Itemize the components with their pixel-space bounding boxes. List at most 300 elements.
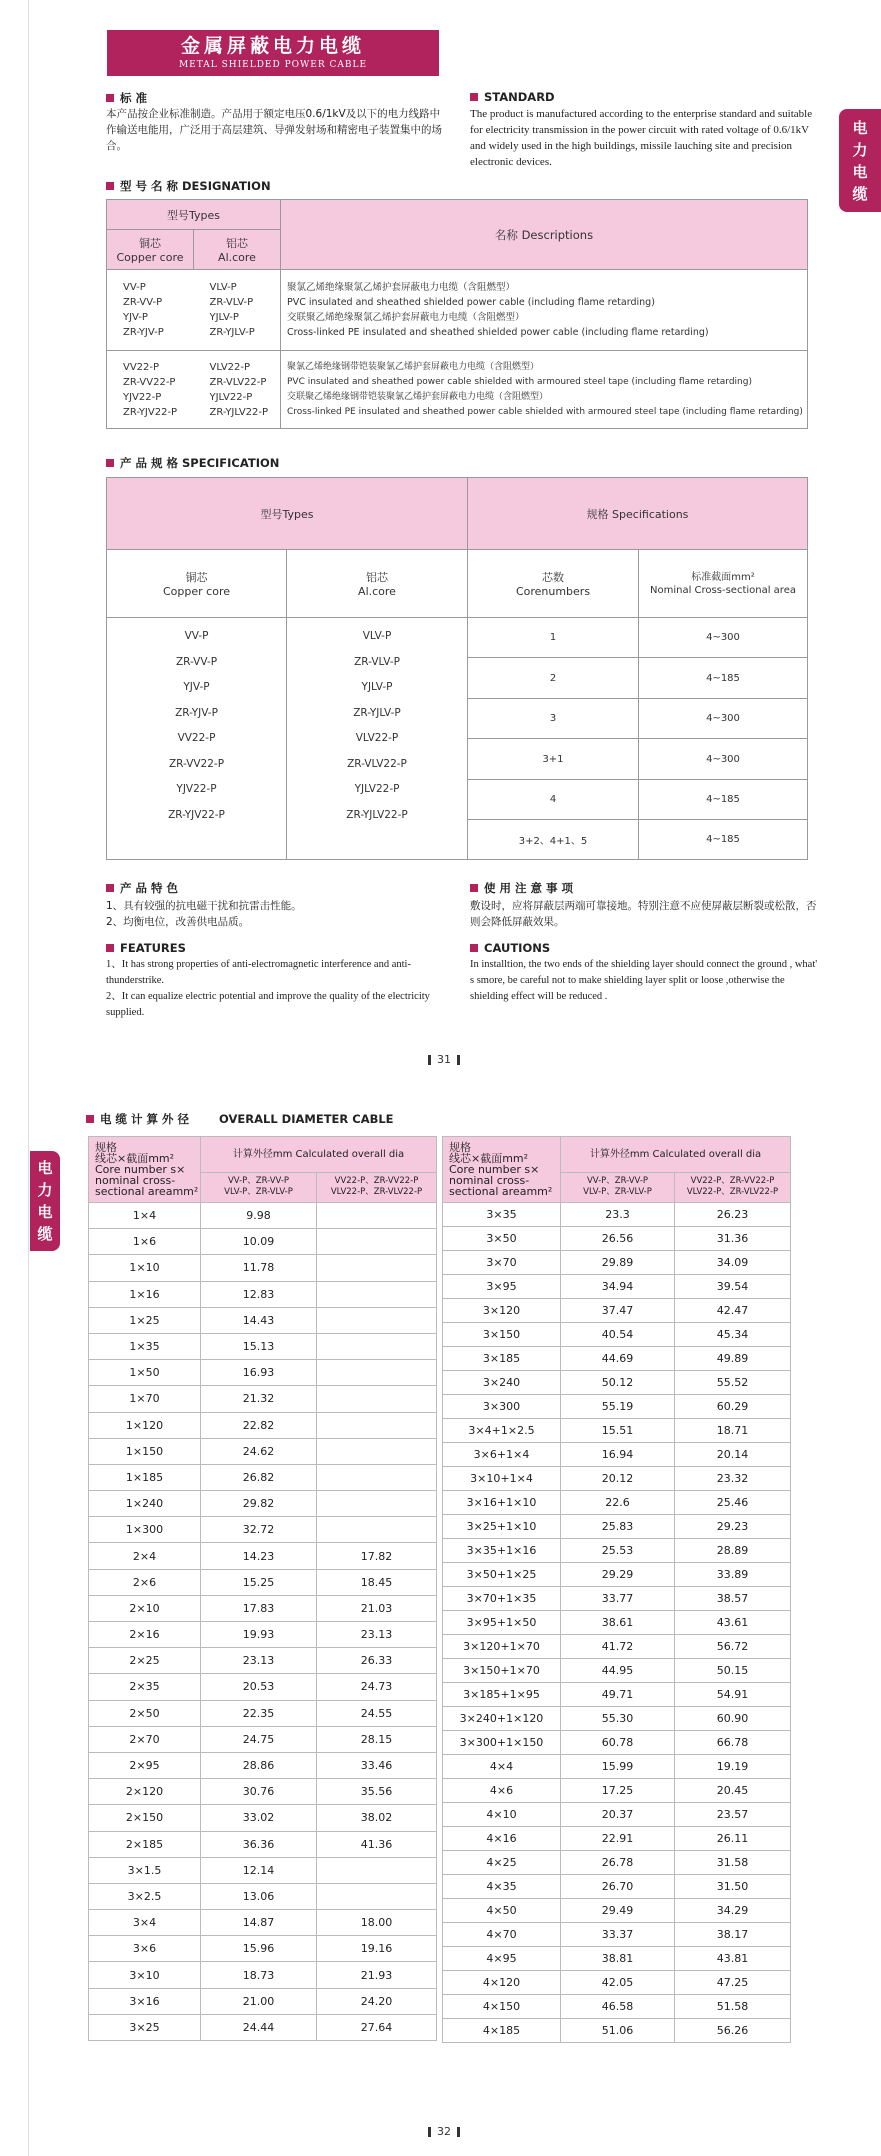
diameter-cell xyxy=(317,1333,437,1359)
cable-spec-cell: 3×16+1×10 xyxy=(443,1491,561,1515)
diameter-cell: 33.77 xyxy=(561,1587,675,1611)
diameter-cell: 19.93 xyxy=(201,1622,317,1648)
diameter-cell: 15.51 xyxy=(561,1419,675,1443)
cable-spec-cell: 1×240 xyxy=(89,1491,201,1517)
bullet-square-icon xyxy=(470,884,478,892)
diameter-cell: 55.52 xyxy=(675,1371,791,1395)
cautions-heading: CAUTIONS xyxy=(470,941,550,955)
diameter-cell xyxy=(317,1229,437,1255)
bullet-square-icon xyxy=(106,459,114,467)
diameter-cell: 21.93 xyxy=(317,1962,437,1988)
table-row xyxy=(443,1779,791,1803)
table-row xyxy=(89,1857,437,1883)
table-row xyxy=(89,1595,437,1621)
table-row xyxy=(89,1883,437,1909)
table-row xyxy=(89,1910,437,1936)
diameter-cell: 33.46 xyxy=(317,1752,437,1778)
diameter-cell: 51.06 xyxy=(561,2019,675,2043)
diameter-cell: 45.34 xyxy=(675,1323,791,1347)
diameter-cell: 21.03 xyxy=(317,1595,437,1621)
diameter-cell xyxy=(317,1255,437,1281)
diameter-cell: 13.06 xyxy=(201,1883,317,1909)
specification-table: 型号Types 规格 Specifications 铜芯 Copper core 铝芯 Al.core 芯数 Corenumbers 标准截面mm² Nominal Cross-sectional area VV-P ZR-VV-P YJV-P ZR-YJV-P VV22-P ZR-VV22-P YJV22-P ZR-YJV22-P VLV-P ZR-VLV-P YJLV-P ZR-YJLV-P VLV22-P ZR-VLV22-P YJLV22-P ZR-YJLV22-P 1 4~300 2 4~185 3 4~300 3+1 4~300 4 4~185 3+2、4+1、5 4~185 xyxy=(106,477,808,860)
diameter-cell xyxy=(317,1517,437,1543)
table-row xyxy=(443,2019,791,2043)
cable-spec-cell: 1×185 xyxy=(89,1464,201,1490)
diameter-cell: 26.56 xyxy=(561,1227,675,1251)
cable-spec-cell: 1×300 xyxy=(89,1517,201,1543)
table-row xyxy=(443,1803,791,1827)
cable-spec-cell: 1×16 xyxy=(89,1281,201,1307)
standard-en-text: The product is manufactured according to the enterprise standard and suitable for electricity transmission in the power circuit with rated voltage of 0.6/1kV and widely used in the high buildings, missile lauching site and precision electronic devices. xyxy=(470,108,813,168)
table-row xyxy=(443,1611,791,1635)
table-row xyxy=(443,1491,791,1515)
diameter-cell xyxy=(317,1203,437,1229)
diameter-cell: 26.70 xyxy=(561,1875,675,1899)
diameter-cell: 26.11 xyxy=(675,1827,791,1851)
diameter-cell: 37.47 xyxy=(561,1299,675,1323)
table-row xyxy=(443,1707,791,1731)
table-row xyxy=(443,1995,791,2019)
diameter-heading: 电 缆 计 算 外 径 OVERALL DIAMETER CABLE xyxy=(86,1111,394,1127)
cable-spec-cell: 2×25 xyxy=(89,1648,201,1674)
spec-al-list: VLV-P ZR-VLV-P YJLV-P ZR-YJLV-P VLV22-P ZR-VLV22-P YJLV22-P ZR-YJLV22-P xyxy=(287,618,468,860)
cable-spec-cell: 1×10 xyxy=(89,1255,201,1281)
table-row xyxy=(443,1659,791,1683)
cable-spec-cell: 3×6+1×4 xyxy=(443,1443,561,1467)
spec-copper-list: VV-P ZR-VV-P YJV-P ZR-YJV-P VV22-P ZR-VV22-P YJV22-P ZR-YJV22-P xyxy=(107,618,287,860)
notes-cn-heading: 使 用 注 意 事 项 xyxy=(470,880,573,896)
diameter-cell xyxy=(317,1857,437,1883)
table-row xyxy=(89,1255,437,1281)
cable-spec-cell: 3×4+1×2.5 xyxy=(443,1419,561,1443)
diameter-cell: 39.54 xyxy=(675,1275,791,1299)
cable-spec-cell: 3×120+1×70 xyxy=(443,1635,561,1659)
bullet-square-icon xyxy=(86,1115,94,1123)
diameter-cell: 22.91 xyxy=(561,1827,675,1851)
cable-spec-cell: 3×150+1×70 xyxy=(443,1659,561,1683)
diameter-cell: 29.23 xyxy=(675,1515,791,1539)
diameter-cell: 60.29 xyxy=(675,1395,791,1419)
table-row xyxy=(89,1726,437,1752)
table-row xyxy=(443,1203,791,1227)
table-row xyxy=(89,1674,437,1700)
table-row xyxy=(89,1569,437,1595)
diameter-cell: 16.93 xyxy=(201,1360,317,1386)
table-row xyxy=(443,1251,791,1275)
table-row xyxy=(443,1227,791,1251)
cable-spec-cell: 3×35 xyxy=(443,1203,561,1227)
diameter-cell: 49.89 xyxy=(675,1347,791,1371)
cable-spec-cell: 4×25 xyxy=(443,1851,561,1875)
diameter-cell: 24.75 xyxy=(201,1726,317,1752)
table-row xyxy=(443,1875,791,1899)
diameter-cell: 36.36 xyxy=(201,1831,317,1857)
diameter-cell: 21.32 xyxy=(201,1386,317,1412)
diameter-cell: 9.98 xyxy=(201,1203,317,1229)
cable-spec-cell: 1×4 xyxy=(89,1203,201,1229)
cable-spec-cell: 2×50 xyxy=(89,1700,201,1726)
diameter-cell: 26.33 xyxy=(317,1648,437,1674)
table-row xyxy=(89,1307,437,1333)
cable-spec-cell: 3×2.5 xyxy=(89,1883,201,1909)
diameter-cell xyxy=(317,1412,437,1438)
diameter-cell: 28.89 xyxy=(675,1539,791,1563)
table-row xyxy=(89,1281,437,1307)
diameter-cell: 44.95 xyxy=(561,1659,675,1683)
diameter-cell: 22.6 xyxy=(561,1491,675,1515)
table-row xyxy=(89,1700,437,1726)
cable-spec-cell: 3×70+1×35 xyxy=(443,1587,561,1611)
diameter-cell: 19.19 xyxy=(675,1755,791,1779)
standard-en-heading: STANDARD xyxy=(470,90,555,104)
table-row xyxy=(443,1971,791,1995)
diameter-cell: 23.13 xyxy=(317,1622,437,1648)
cable-spec-cell: 4×95 xyxy=(443,1947,561,1971)
table-row xyxy=(89,2014,437,2040)
bullet-square-icon xyxy=(106,182,114,190)
diameter-cell: 33.89 xyxy=(675,1563,791,1587)
diameter-cell: 60.90 xyxy=(675,1707,791,1731)
diameter-cell: 20.37 xyxy=(561,1803,675,1827)
table-row xyxy=(89,1517,437,1543)
diameter-cell: 23.57 xyxy=(675,1803,791,1827)
diameter-cell: 29.29 xyxy=(561,1563,675,1587)
table-row xyxy=(89,1988,437,2014)
diameter-cell: 18.00 xyxy=(317,1910,437,1936)
table-row xyxy=(443,1347,791,1371)
cable-spec-cell: 3×10 xyxy=(89,1962,201,1988)
table-row xyxy=(89,1936,437,1962)
cable-spec-cell: 1×70 xyxy=(89,1386,201,1412)
table-row xyxy=(89,1333,437,1359)
diameter-cell: 15.13 xyxy=(201,1333,317,1359)
table-row xyxy=(443,1467,791,1491)
diameter-cell: 31.58 xyxy=(675,1851,791,1875)
notes-cn-text: 敷设时，应将屏蔽层两端可靠接地。特别注意不应使屏蔽层断裂或松散，否则会降低屏蔽效果。 xyxy=(470,900,817,928)
side-tab: 电力电缆 xyxy=(839,109,881,212)
designation-table: 型号Types 名称 Descriptions 铜芯 Copper core 铝芯 Al.core VV-P ZR-VV-P YJV-P ZR-YJV-P VLV-P ZR-VLV-P YJLV-P ZR-YJLV-P 聚氯乙烯绝缘聚氯乙烯护套屏蔽电力电缆（含阻燃型） PVC insulated and sheathed shielded power cable (including flame retarding) 交联聚乙烯绝缘聚氯乙烯护套屏蔽电力电缆（含阻燃型） Cross-linked PE insulated and sheathed shielded power cable (including flame retarding) VV22-P ZR-VV22-P YJV22-P ZR-YJV22-P VLV22-P ZR-VLV22-P YJLV22-P ZR-YJLV22-P 聚氯乙烯绝缘钢带铠装聚氯乙烯护套屏蔽电力电缆（含阻燃型） PVC insulated and sheathed power cable shielded with armoured steel tape (including flame retarding) 交联聚乙烯绝缘钢带铠装聚氯乙烯护套屏蔽电力电缆（含阻燃型） Cross-linked PE insulated and sheathed power cable shielded with armoured steel tape (including flame retarding) xyxy=(106,199,808,429)
table-row xyxy=(443,1635,791,1659)
table-row xyxy=(443,1731,791,1755)
cable-spec-cell: 3×4 xyxy=(89,1910,201,1936)
diameter-cell: 31.36 xyxy=(675,1227,791,1251)
diameter-cell: 31.50 xyxy=(675,1875,791,1899)
cable-spec-cell: 4×4 xyxy=(443,1755,561,1779)
cable-spec-cell: 1×150 xyxy=(89,1438,201,1464)
diameter-table-right: 规格 线芯×截面mm² Core number s× nominal cross- sectional areamm² 计算外径mm Calculated overall dia VV-P、ZR-VV-P VLV-P、ZR-VLV-P VV22-P、ZR-VV22-P VLV22-P、ZR-VLV22-P 3×35 23.3 26.23 3×50 26.56 31.36 3×70 29.89 34.09 3×95 34.94 39.54 3×120 37.47 42.47 3×150 40.54 45.34 3×185 44.69 49.89 3×240 50.12 55.52 3×300 55.19 60.29 3×4+1×2.5 15.51 18.71 3×6+1×4 16.94 20.14 3×10+1×4 20.12 23.32 3×16+1×10 22.6 25.46 3×25+1×10 25.83 29.23 3×35+1×16 25.53 28.89 3×50+1×25 29.29 33.89 3×70+1×35 33.77 38.57 3×95+1×50 38.61 43.61 3×120+1×70 41.72 56.72 3×150+1×70 44.95 50.15 3×185+1×95 49.71 54.91 3×240+1×120 55.30 60.90 3×300+1×150 60.78 66.78 4×4 15.99 19.19 4×6 17.25 20.45 4×10 20.37 23.57 4×16 22.91 26.11 4×25 26.78 31.58 4×35 26.70 31.50 4×50 29.49 34.29 4×70 33.37 38.17 4×95 38.81 43.81 4×120 42.05 47.25 4×150 46.58 51.58 4×185 51.06 56.26 xyxy=(442,1136,791,2043)
table-row xyxy=(89,1543,437,1569)
cable-spec-cell: 4×70 xyxy=(443,1923,561,1947)
cable-spec-cell: 3×185 xyxy=(443,1347,561,1371)
table-row xyxy=(443,1419,791,1443)
cable-spec-cell: 3×300+1×150 xyxy=(443,1731,561,1755)
diameter-cell: 26.23 xyxy=(675,1203,791,1227)
cable-spec-cell: 2×120 xyxy=(89,1779,201,1805)
diameter-cell: 17.82 xyxy=(317,1543,437,1569)
cable-spec-cell: 2×70 xyxy=(89,1726,201,1752)
cable-spec-cell: 3×240+1×120 xyxy=(443,1707,561,1731)
diameter-table-left: 规格 线芯×截面mm² Core number s× nominal cross- sectional areamm² 计算外径mm Calculated overall dia VV-P、ZR-VV-P VLV-P、ZR-VLV-P VV22-P、ZR-VV22-P VLV22-P、ZR-VLV22-P 1×4 9.98 1×6 10.09 1×10 11.78 1×16 12.83 1×25 14.43 1×35 15.13 1×50 16.93 1×70 21.32 1×120 22.82 1×150 24.62 1×185 26.82 1×240 29.82 1×300 32.72 2×4 14.23 17.82 2×6 15.25 18.45 2×10 17.83 21.03 2×16 19.93 23.13 2×25 23.13 26.33 2×35 20.53 24.73 2×50 22.35 24.55 2×70 24.75 28.15 2×95 28.86 33.46 2×120 30.76 35.56 2×150 33.02 38.02 2×185 36.36 41.36 3×1.5 12.14 3×2.5 13.06 3×4 14.87 18.00 3×6 15.96 19.16 3×10 18.73 21.93 3×16 21.00 24.20 3×25 24.44 27.64 xyxy=(88,1136,437,2041)
cable-spec-cell: 1×50 xyxy=(89,1360,201,1386)
table-row xyxy=(89,1491,437,1517)
diameter-cell: 17.25 xyxy=(561,1779,675,1803)
diameter-cell: 41.36 xyxy=(317,1831,437,1857)
cautions-text: In installtion, the two ends of the shielding layer should connect the ground , what' s smore, be careful not to make shielding layer split or loose ,otherwise the shielding effect will be reduced . xyxy=(470,959,818,1002)
cable-spec-cell: 3×10+1×4 xyxy=(443,1467,561,1491)
diameter-cell: 42.47 xyxy=(675,1299,791,1323)
cable-spec-cell: 4×10 xyxy=(443,1803,561,1827)
table-row xyxy=(443,1299,791,1323)
diameter-cell: 15.96 xyxy=(201,1936,317,1962)
diameter-cell: 25.46 xyxy=(675,1491,791,1515)
diameter-cell: 12.14 xyxy=(201,1857,317,1883)
cable-spec-cell: 2×10 xyxy=(89,1595,201,1621)
table-row xyxy=(89,1752,437,1778)
diameter-cell: 50.12 xyxy=(561,1371,675,1395)
table-row xyxy=(443,1371,791,1395)
diameter-cell: 18.71 xyxy=(675,1419,791,1443)
cable-spec-cell: 3×300 xyxy=(443,1395,561,1419)
cable-spec-cell: 3×25+1×10 xyxy=(443,1515,561,1539)
table-row xyxy=(443,1275,791,1299)
diameter-cell: 14.43 xyxy=(201,1307,317,1333)
diameter-cell: 41.72 xyxy=(561,1635,675,1659)
cable-spec-cell: 3×50+1×25 xyxy=(443,1563,561,1587)
table-row xyxy=(443,1395,791,1419)
cable-spec-cell: 3×95 xyxy=(443,1275,561,1299)
diameter-cell: 38.61 xyxy=(561,1611,675,1635)
bullet-square-icon xyxy=(470,944,478,952)
diameter-cell: 12.83 xyxy=(201,1281,317,1307)
diameter-cell: 27.64 xyxy=(317,2014,437,2040)
diameter-cell: 34.29 xyxy=(675,1899,791,1923)
features-en-list: 1、It has strong properties of anti-electromagnetic interference and anti-thunderstrike. 2、It can equalize electric potential and improve the quality of the electricity supplied. xyxy=(106,959,430,1018)
cable-spec-cell: 2×6 xyxy=(89,1569,201,1595)
table-row xyxy=(443,1323,791,1347)
table-row xyxy=(443,1755,791,1779)
diameter-cell: 20.45 xyxy=(675,1779,791,1803)
diameter-cell: 10.09 xyxy=(201,1229,317,1255)
diameter-cell: 24.44 xyxy=(201,2014,317,2040)
diameter-cell: 47.25 xyxy=(675,1971,791,1995)
table-row xyxy=(89,1386,437,1412)
diameter-cell: 38.81 xyxy=(561,1947,675,1971)
diameter-cell: 25.83 xyxy=(561,1515,675,1539)
table-row xyxy=(89,1360,437,1386)
cable-spec-cell: 3×50 xyxy=(443,1227,561,1251)
table-row xyxy=(443,1827,791,1851)
side-tab-2: 电力电缆 xyxy=(30,1151,60,1251)
diameter-cell xyxy=(317,1438,437,1464)
cable-spec-cell: 3×70 xyxy=(443,1251,561,1275)
diameter-cell: 17.83 xyxy=(201,1595,317,1621)
diameter-cell: 40.54 xyxy=(561,1323,675,1347)
cable-spec-cell: 3×35+1×16 xyxy=(443,1539,561,1563)
diameter-cell: 34.09 xyxy=(675,1251,791,1275)
bullet-square-icon xyxy=(106,944,114,952)
table-row xyxy=(443,1563,791,1587)
page-number-32: 32 xyxy=(428,2125,460,2138)
bullet-square-icon xyxy=(470,93,478,101)
diameter-cell: 18.45 xyxy=(317,1569,437,1595)
table-row xyxy=(443,1539,791,1563)
diameter-cell xyxy=(317,1464,437,1490)
diameter-cell: 33.02 xyxy=(201,1805,317,1831)
table-row xyxy=(443,1683,791,1707)
diameter-cell: 20.53 xyxy=(201,1674,317,1700)
table-row xyxy=(89,1438,437,1464)
diameter-cell: 25.53 xyxy=(561,1539,675,1563)
cable-spec-cell: 3×120 xyxy=(443,1299,561,1323)
cable-spec-cell: 4×35 xyxy=(443,1875,561,1899)
diameter-cell: 43.61 xyxy=(675,1611,791,1635)
diameter-cell: 26.78 xyxy=(561,1851,675,1875)
cable-spec-cell: 4×16 xyxy=(443,1827,561,1851)
diameter-cell: 44.69 xyxy=(561,1347,675,1371)
diameter-cell: 56.72 xyxy=(675,1635,791,1659)
cable-spec-cell: 2×4 xyxy=(89,1543,201,1569)
features-cn-heading: 产 品 特 色 xyxy=(106,880,178,896)
cable-spec-cell: 1×35 xyxy=(89,1333,201,1359)
cable-spec-cell: 1×25 xyxy=(89,1307,201,1333)
cable-spec-cell: 4×185 xyxy=(443,2019,561,2043)
cable-spec-cell: 3×185+1×95 xyxy=(443,1683,561,1707)
diameter-cell: 23.3 xyxy=(561,1203,675,1227)
diameter-cell: 15.99 xyxy=(561,1755,675,1779)
cable-spec-cell: 3×150 xyxy=(443,1323,561,1347)
diameter-cell xyxy=(317,1360,437,1386)
diameter-cell xyxy=(317,1883,437,1909)
diameter-cell: 35.56 xyxy=(317,1779,437,1805)
diameter-cell xyxy=(317,1386,437,1412)
diameter-cell: 20.14 xyxy=(675,1443,791,1467)
diameter-cell xyxy=(317,1281,437,1307)
diameter-cell: 23.13 xyxy=(201,1648,317,1674)
standard-cn-text: 本产品按企业标准制造。产品用于额定电压0.6/1kV及以下的电力线路中作输送电能用，广泛用于高层建筑、导弹发射场和精密电子装置集中的场合。 xyxy=(106,108,442,152)
cable-spec-cell: 3×6 xyxy=(89,1936,201,1962)
diameter-cell: 30.76 xyxy=(201,1779,317,1805)
cable-spec-cell: 3×25 xyxy=(89,2014,201,2040)
diameter-cell: 11.78 xyxy=(201,1255,317,1281)
table-row xyxy=(89,1412,437,1438)
diameter-cell: 14.87 xyxy=(201,1910,317,1936)
diameter-cell: 15.25 xyxy=(201,1569,317,1595)
diameter-cell: 28.86 xyxy=(201,1752,317,1778)
diameter-cell: 21.00 xyxy=(201,1988,317,2014)
diameter-cell: 38.02 xyxy=(317,1805,437,1831)
diameter-cell: 22.35 xyxy=(201,1700,317,1726)
table-row xyxy=(443,1899,791,1923)
diameter-cell: 28.15 xyxy=(317,1726,437,1752)
cable-spec-cell: 2×16 xyxy=(89,1622,201,1648)
bullet-square-icon xyxy=(106,884,114,892)
table-row xyxy=(89,1805,437,1831)
table-row xyxy=(89,1779,437,1805)
cable-spec-cell: 1×6 xyxy=(89,1229,201,1255)
diameter-cell: 54.91 xyxy=(675,1683,791,1707)
diameter-cell: 26.82 xyxy=(201,1464,317,1490)
diameter-right-rows xyxy=(443,1203,791,2043)
cable-spec-cell: 3×16 xyxy=(89,1988,201,2014)
cable-spec-cell: 3×95+1×50 xyxy=(443,1611,561,1635)
standard-cn-heading: 标 准 xyxy=(106,90,147,106)
cable-spec-cell: 3×240 xyxy=(443,1371,561,1395)
table-row xyxy=(89,1622,437,1648)
diameter-cell xyxy=(317,1491,437,1517)
diameter-cell xyxy=(317,1307,437,1333)
cable-spec-cell: 4×50 xyxy=(443,1899,561,1923)
diameter-cell: 34.94 xyxy=(561,1275,675,1299)
diameter-cell: 24.55 xyxy=(317,1700,437,1726)
diameter-cell: 23.32 xyxy=(675,1467,791,1491)
table-row xyxy=(443,1515,791,1539)
table-row xyxy=(89,1962,437,1988)
diameter-cell: 43.81 xyxy=(675,1947,791,1971)
diameter-cell: 55.30 xyxy=(561,1707,675,1731)
diameter-cell: 42.05 xyxy=(561,1971,675,1995)
table-row xyxy=(89,1203,437,1229)
diameter-cell: 51.58 xyxy=(675,1995,791,2019)
diameter-cell: 14.23 xyxy=(201,1543,317,1569)
cable-spec-cell: 4×6 xyxy=(443,1779,561,1803)
table-row xyxy=(443,1443,791,1467)
table-row xyxy=(443,1923,791,1947)
cable-spec-cell: 4×120 xyxy=(443,1971,561,1995)
table-row xyxy=(89,1648,437,1674)
diameter-cell: 16.94 xyxy=(561,1443,675,1467)
cable-spec-cell: 4×150 xyxy=(443,1995,561,2019)
diameter-cell: 38.57 xyxy=(675,1587,791,1611)
diameter-cell: 66.78 xyxy=(675,1731,791,1755)
diameter-cell: 18.73 xyxy=(201,1962,317,1988)
diameter-cell: 38.17 xyxy=(675,1923,791,1947)
bullet-square-icon xyxy=(106,94,114,102)
diameter-cell: 29.89 xyxy=(561,1251,675,1275)
diameter-cell: 19.16 xyxy=(317,1936,437,1962)
table-row xyxy=(443,1851,791,1875)
table-row xyxy=(89,1831,437,1857)
features-cn-list: 1、具有较强的抗电磁干扰和抗雷击性能。 2、均衡电位，改善供电品质。 xyxy=(106,900,302,928)
cable-spec-cell: 3×1.5 xyxy=(89,1857,201,1883)
diameter-left-rows xyxy=(89,1203,437,2041)
diameter-cell: 24.20 xyxy=(317,1988,437,2014)
diameter-cell: 32.72 xyxy=(201,1517,317,1543)
features-en-heading: FEATURES xyxy=(106,941,186,955)
diameter-cell: 50.15 xyxy=(675,1659,791,1683)
diameter-cell: 46.58 xyxy=(561,1995,675,2019)
diameter-cell: 55.19 xyxy=(561,1395,675,1419)
cable-spec-cell: 2×150 xyxy=(89,1805,201,1831)
diameter-cell: 49.71 xyxy=(561,1683,675,1707)
diameter-cell: 29.82 xyxy=(201,1491,317,1517)
table-row xyxy=(89,1229,437,1255)
diameter-cell: 24.62 xyxy=(201,1438,317,1464)
cable-spec-cell: 2×35 xyxy=(89,1674,201,1700)
page-number-31: 31 xyxy=(428,1053,460,1066)
diameter-cell: 24.73 xyxy=(317,1674,437,1700)
diameter-cell: 56.26 xyxy=(675,2019,791,2043)
diameter-cell: 20.12 xyxy=(561,1467,675,1491)
diameter-cell: 33.37 xyxy=(561,1923,675,1947)
page-title: 金属屏蔽电力电缆 METAL SHIELDED POWER CABLE xyxy=(107,30,439,76)
cable-spec-cell: 2×95 xyxy=(89,1752,201,1778)
diameter-cell: 60.78 xyxy=(561,1731,675,1755)
diameter-cell: 22.82 xyxy=(201,1412,317,1438)
cable-spec-cell: 1×120 xyxy=(89,1412,201,1438)
specification-heading: 产 品 规 格 SPECIFICATION xyxy=(106,455,279,471)
designation-heading: 型 号 名 称 DESIGNATION xyxy=(106,178,271,194)
